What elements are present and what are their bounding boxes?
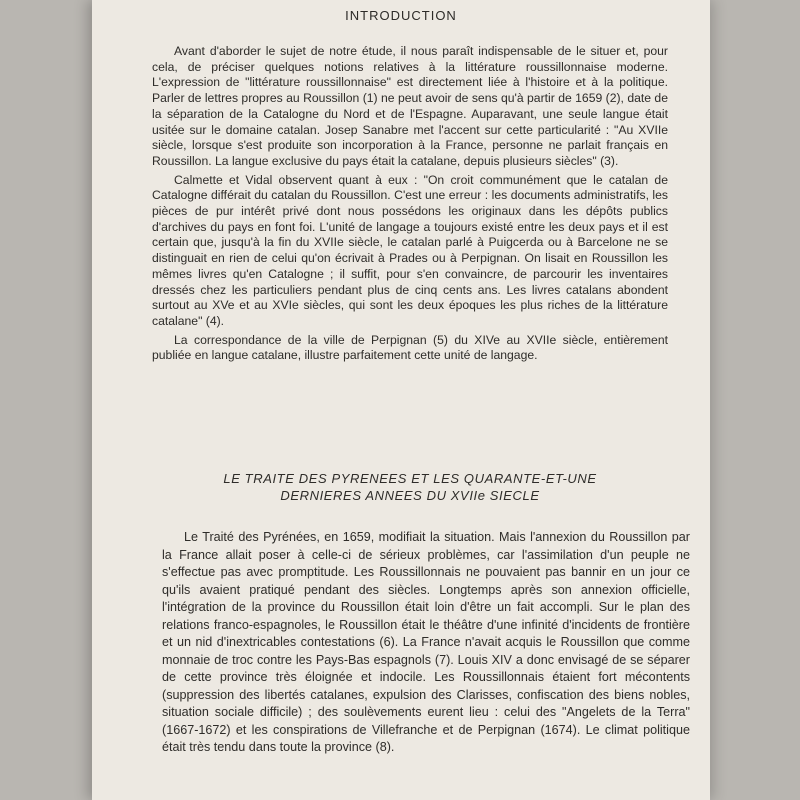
section-text — [162, 529, 690, 760]
paragraph-1: Avant d'aborder le sujet de notre étude, il nous paraît indispensable de le situer et, pour cela, de préciser quelques notions relatives à la littérature roussillonnaise moderne. L'expression de "littérature roussillonnaise" est directement liée à l'histoire et à la politique. Parler de lettres propres au Roussillon (1) ne peut avoir de sens qu'à partir de 1659 (2), date de la séparation de la Catalogne du Nord et de l'Espagne. Auparavant, une seule langue était usitée sur le domaine catalan. Josep Sanabre met l'accent sur cette particularité : "Au XVIIe siècle, lorsque s'est produite son incorporation à la France, personne ne parlait français en Roussillon. La langue exclusive du pays était la catalane, depuis plusieurs siècles" (3). — [152, 44, 668, 168]
page-header: INTRODUCTION — [345, 8, 457, 23]
section-title-line-2: DERNIERES ANNEES DU XVIIe SIECLE — [280, 488, 540, 503]
book-page — [92, 0, 710, 800]
section-title — [152, 470, 668, 504]
section-title-line-1: LE TRAITE DES PYRENEES ET LES QUARANTE-ET-UNE — [223, 471, 597, 486]
paragraph-3: La correspondance de la ville de Perpignan (5) du XIVe au XVIIe siècle, entièrement publiée en langue catalane, illustre parfaitement cette unité de langage. — [152, 332, 668, 363]
paragraph-4: Le Traité des Pyrénées, en 1659, modifiait la situation. Mais l'annexion du Roussillon par la France allait poser à celle-ci de sérieux problèmes, car l'assimilation d'un peuple ne s'effectue pas avec promptitude. Les Roussillonnais ne pouvaient pas bannir en un jour ce qu'ils avaient pratiqué pendant des siècles. Longtemps après son annexion officielle, l'intégration de la province du Roussillon était loin d'être un fait accompli. Sur le plan des relations franco-espagnoles, le Roussillon était le théâtre d'une infinité d'incidents de frontière et un nid d'inextricables contestations (6). La France n'avait acquis le Roussillon que comme monnaie de troc contre les Pays-Bas espagnols (7). Louis XIV a donc envisagé de se séparer de cette province très éloignée et indocile. Les Roussillonnais étaient fort mécontents (suppression des libertés catalanes, expulsion des Clarisses, confiscation des biens nobles, situation sociale difficile) ; des soulèvements eurent lieu : celui des "Angelets de la Terra" (1667-1672) et les conspirations de Villefranche et de Perpignan (1674). Le climat politique était très tendu dans toute la province (8). — [162, 530, 690, 754]
introduction-text — [152, 44, 668, 367]
paragraph-2: Calmette et Vidal observent quant à eux : "On croit communément que le catalan de Catalogne différait du catalan du Roussillon. C'est une erreur : les documents administratifs, les pièces de pur intérêt privé dont nous possédons les originaux dans les dépôts publics d'archives du pays en font foi. L'unité de langage a toujours existé entre les deux pays et il est certain que, jusqu'à la fin du XVIIe siècle, le catalan parlé à Puigcerda ou à Barcelone ne se distinguait en rien de celui qu'on écrivait à Prades ou à Perpignan. On lisait en Roussillon les mêmes livres qu'en Catalogne ; il suffit, pour s'en convaincre, de parcourir les inventaires dressés chez les particuliers pendant plus de cinq cents ans. Les livres catalans abondent surtout au XVe et au XVIe siècles, qui sont les deux époques les plus riches de la littérature catalane" (4). — [152, 172, 668, 328]
